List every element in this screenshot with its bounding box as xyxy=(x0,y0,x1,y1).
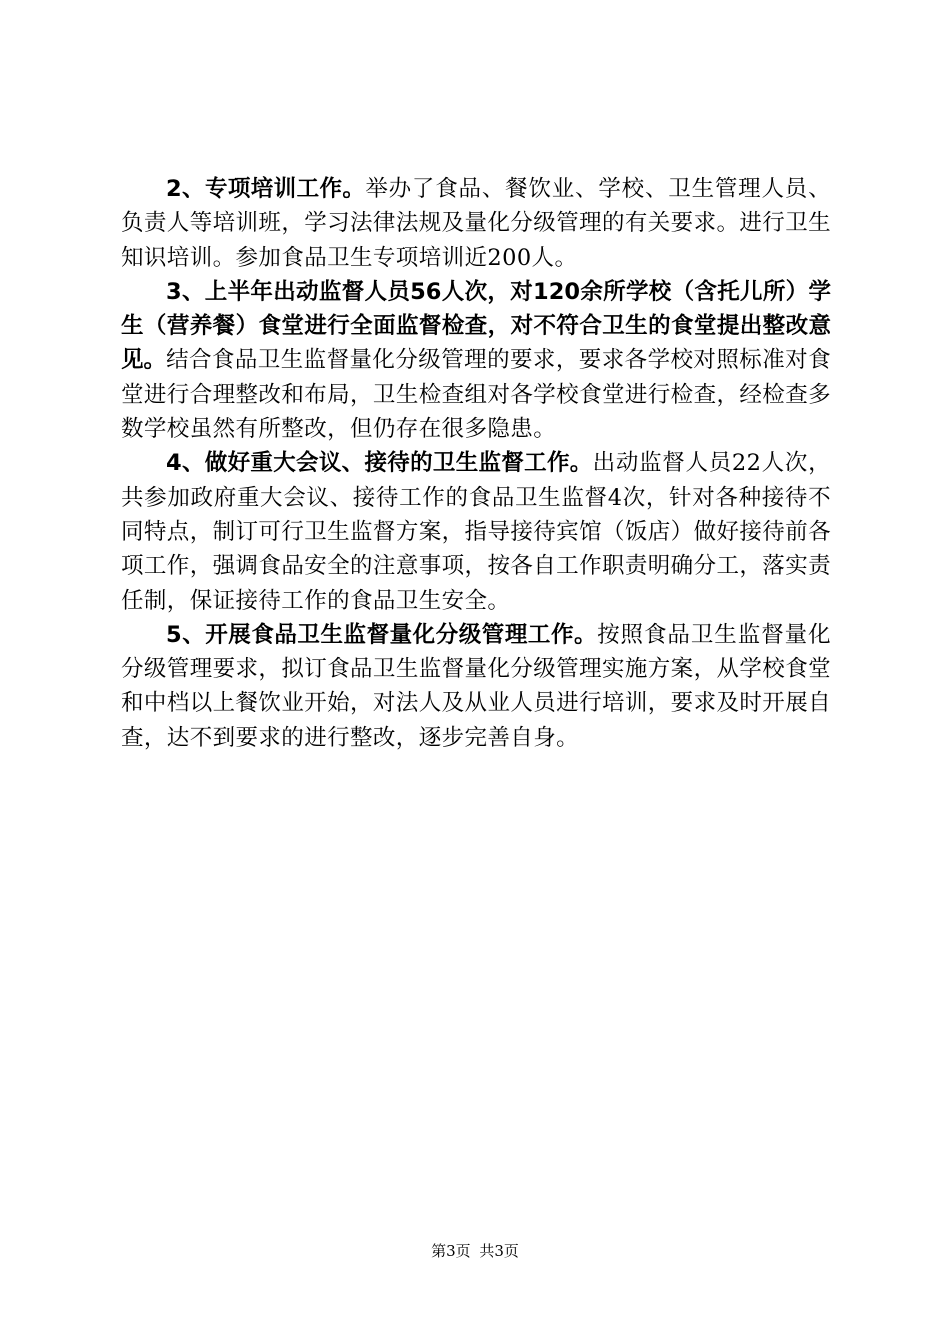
paragraph-heading: 4、做好重大会议、接待的卫生监督工作。 xyxy=(166,450,593,477)
paragraph-text: 按照食品卫生监督量化分级管理要求，拟订食品卫生监督量化分级管理实施方案，从学校食堂和中档以上餐饮业开始，对法人及从业人员进行培训，要求及时开展自查，达不到要求的进行整改，逐步完善自身。 xyxy=(121,621,831,751)
paragraph-heading: 3、上半年出动监督人员56人次，对120余所学校（含托儿所）学生（营养餐）食堂进行全面监督检查，对不符合卫生的食堂提出整改意见。 xyxy=(121,278,831,374)
document-body xyxy=(121,172,831,755)
paragraph-4 xyxy=(121,446,831,617)
page-number: 第3页 xyxy=(431,1242,471,1260)
paragraph-3 xyxy=(121,275,831,446)
paragraph-heading: 2、专项培训工作。 xyxy=(166,176,366,202)
page-footer xyxy=(0,1241,950,1261)
paragraph-text: 举办了食品、餐饮业、学校、卫生管理人员、负责人等培训班，学习法律法规及量化分级管理的有关要求。进行卫生知识培训。参加食品卫生专项培训近200人。 xyxy=(121,176,832,271)
paragraph-heading: 5、开展食品卫生监督量化分级管理工作。 xyxy=(166,621,598,648)
paragraph-text: 结合食品卫生监督量化分级管理的要求，要求各学校对照标准对食堂进行合理整改和布局，卫生检查组对各学校食堂进行检查，经检查多数学校虽然有所整改，但仍存在很多隐患。 xyxy=(121,347,831,443)
paragraph-text: 出动监督人员22人次，共参加政府重大会议、接待工作的食品卫生监督4次，针对各种接待不同特点，制订可行卫生监督方案，指导接待宾馆（饭店）做好接待前各项工作，强调食品安全的注意事项，按各自工作职责明确分工，落实责任制，保证接待工作的食品卫生安全。 xyxy=(121,450,831,614)
paragraph-5 xyxy=(121,618,831,755)
page-total: 共3页 xyxy=(479,1242,519,1260)
paragraph-2 xyxy=(121,172,831,275)
